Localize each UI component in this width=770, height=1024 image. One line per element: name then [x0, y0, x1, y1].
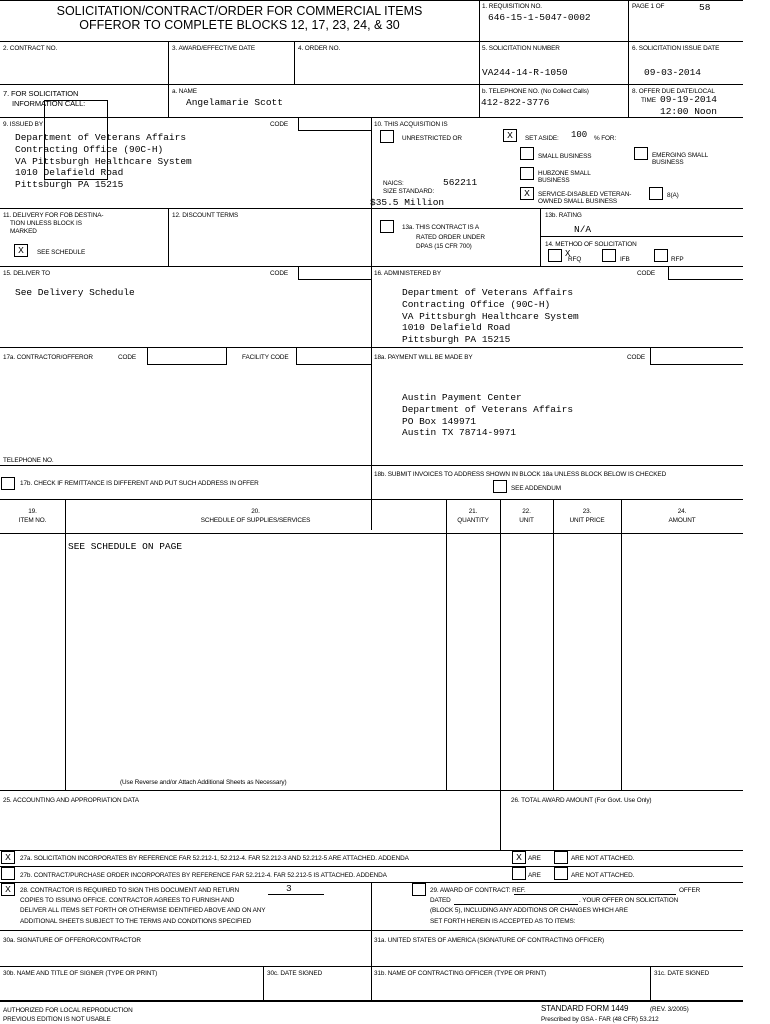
contractor-label: 17a. CONTRACTOR/OFFEROR — [3, 354, 93, 361]
remittance-label: 17b. CHECK IF REMITTANCE IS DIFFERENT AND PUT SUCH ADDRESS IN OFFER — [20, 480, 259, 487]
award-label: OFFER — [679, 887, 701, 894]
payment-line: Austin TX 78714-9971 — [402, 427, 517, 438]
rule — [263, 966, 264, 1000]
rule — [294, 41, 295, 84]
co-name-label: 31b. NAME OF CONTRACTING OFFICER (TYPE OR PRINT) — [374, 970, 547, 977]
award-date-underline — [454, 904, 578, 905]
rule — [0, 1000, 743, 1002]
payment-line: PO Box 149971 — [402, 416, 477, 427]
clause-27a-checkbox[interactable]: X — [1, 851, 15, 864]
col-amount-header: AMOUNT — [668, 517, 696, 524]
rule — [371, 882, 372, 1000]
signer-name-label: 30b. NAME AND TITLE OF SIGNER (TYPE OR PRINT) — [3, 970, 158, 977]
rule — [553, 499, 554, 790]
rule — [371, 117, 372, 530]
contract-no-label: 2. CONTRACT NO. — [3, 45, 58, 52]
are-label: ARE — [528, 872, 541, 879]
requisition-label: 1. REQUISITION NO. — [482, 3, 542, 10]
rule — [168, 208, 169, 266]
administered-by-line: Pittsburgh PA 15215 — [402, 334, 511, 345]
payment-line: Department of Veterans Affairs — [402, 404, 574, 415]
code-box-15[interactable] — [298, 266, 371, 280]
clause-27a-label: 27a. SOLICITATION INCORPORATES BY REFERENCE FAR 52.212-1, 52.212-4. FAR 52.212-3 AND 52.212-5 ARE ATTACHED. ADDENDA — [20, 855, 409, 862]
col-unit-header: UNIT — [519, 517, 534, 524]
administered-by-line: Department of Veterans Affairs — [402, 287, 574, 298]
footer-form-name: STANDARD FORM 1449 — [541, 1004, 629, 1013]
dpas-label: 13a. THIS CONTRACT IS A — [402, 224, 480, 231]
rule — [0, 84, 743, 85]
delivery-fob-label: TION UNLESS BLOCK IS — [10, 220, 82, 227]
deliver-to-value: See Delivery Schedule — [15, 287, 135, 298]
rule — [621, 499, 622, 790]
rule — [540, 236, 743, 237]
form-title-line2: OFFEROR TO COMPLETE BLOCKS 12, 17, 23, 24, & 30 — [79, 18, 400, 32]
administered-by-line: 1010 Delafield Road — [402, 322, 511, 333]
contractor-sign-label: ADDITIONAL SHEETS SUBJECT TO THE TERMS AND CONDITIONS SPECIFIED — [20, 918, 252, 925]
rule — [479, 41, 480, 117]
set-aside-checkbox[interactable]: X — [503, 129, 517, 142]
rfq-mark: X — [565, 249, 571, 259]
contact-name-value[interactable]: Angelamarie Scott — [186, 97, 283, 108]
discount-terms-label: 12. DISCOUNT TERMS — [172, 212, 239, 219]
col-schedule-header: 20. — [251, 508, 260, 515]
code-label-18a: CODE — [627, 354, 646, 361]
code-box-9[interactable] — [298, 117, 371, 131]
administered-by-label: 16. ADMINISTERED BY — [374, 270, 441, 277]
size-standard-label: SIZE STANDARD: — [383, 188, 435, 195]
footer-previous-edition: PREVIOUS EDITION IS NOT USABLE — [3, 1016, 111, 1023]
award-ref-underline — [514, 894, 676, 895]
ifb-checkbox[interactable] — [602, 249, 616, 262]
rfq-label: RFQ — [568, 256, 582, 263]
delivery-fob-label: MARKED — [10, 228, 37, 235]
issued-by-line: Pittsburgh PA 15215 — [15, 179, 124, 190]
col-quantity-header: 21. — [468, 508, 478, 515]
rule — [0, 790, 743, 791]
hubzone-checkbox[interactable] — [520, 167, 534, 180]
schedule-item-text: SEE SCHEDULE ON PAGE — [68, 541, 183, 552]
time-label: TIME — [641, 97, 656, 104]
rule — [0, 533, 743, 534]
rfp-checkbox[interactable] — [654, 249, 668, 262]
rule — [0, 0, 743, 1]
unrestricted-label: UNRESTRICTED OR — [402, 135, 462, 142]
are-not-label: ARE NOT ATTACHED. — [571, 855, 635, 862]
col-amount-header: 24. — [677, 508, 687, 515]
facility-code-label: FACILITY CODE — [242, 354, 289, 361]
payment-line: Austin Payment Center — [402, 392, 522, 403]
col-unit-header: 22. — [522, 508, 531, 515]
see-schedule-label: SEE SCHEDULE — [37, 249, 86, 256]
see-schedule-checkbox[interactable]: X — [14, 244, 28, 257]
code-label-15: CODE — [270, 270, 289, 277]
rule — [168, 41, 169, 117]
sdvosb-label: OWNED SMALL BUSINESS — [538, 198, 618, 205]
percent-for-label: % FOR: — [594, 135, 617, 142]
col-quantity-header: QUANTITY — [457, 517, 489, 524]
rule — [446, 499, 447, 790]
footer-reproduction: AUTHORIZED FOR LOCAL REPRODUCTION — [3, 1007, 133, 1014]
method-label: 14. METHOD OF SOLICITATION — [545, 241, 637, 248]
col-item-no-header: ITEM NO. — [18, 517, 47, 524]
solicitation-number-label: 5. SOLICITATION NUMBER — [482, 45, 560, 52]
rfp-label: RFP — [671, 256, 684, 263]
hubzone-label: BUSINESS — [538, 177, 570, 184]
issued-by-line: Contracting Office (90C-H) — [15, 144, 164, 155]
emerging-label: BUSINESS — [652, 159, 684, 166]
rule — [0, 41, 743, 42]
emerging-label: EMERGING SMALL — [652, 152, 709, 159]
date-signed-31c-label: 31c. DATE SIGNED — [654, 970, 710, 977]
are-not-label: ARE NOT ATTACHED. — [571, 872, 635, 879]
code-label-9: CODE — [270, 121, 289, 128]
sdvosb-checkbox[interactable]: X — [520, 187, 534, 200]
award-label: . YOUR OFFER ON SOLICITATION — [579, 897, 679, 904]
col-schedule-header: SCHEDULE OF SUPPLIES/SERVICES — [200, 517, 311, 524]
rule — [65, 499, 66, 790]
telephone-value[interactable]: 412-822-3776 — [481, 97, 550, 108]
unrestricted-checkbox[interactable] — [380, 130, 394, 143]
eight-a-label: 8(A) — [667, 192, 679, 199]
payment-by-label: 18a. PAYMENT WILL BE MADE BY — [374, 354, 473, 361]
facility-code-box[interactable] — [296, 347, 371, 365]
hubzone-label: HUBZONE SMALL — [538, 170, 591, 177]
for-solicitation-label: 7. FOR SOLICITATION — [3, 89, 79, 98]
issued-by-line: Department of Veterans Affairs — [15, 132, 187, 143]
copies-value[interactable]: 3 — [286, 883, 292, 894]
award-label: (BLOCK 5), INCLUDING ANY ADDITIONS OR CHANGES WHICH ARE — [430, 907, 628, 914]
dpas-label: DPAS (15 CFR 700) — [416, 243, 472, 250]
date-signed-30c-label: 30c. DATE SIGNED — [267, 970, 323, 977]
code-box-16[interactable] — [668, 266, 743, 280]
co-signature-label: 31a. UNITED STATES OF AMERICA (SIGNATURE OF CONTRACTING OFFICER) — [374, 937, 605, 944]
rating-value[interactable]: N/A — [574, 224, 592, 235]
contractor-sign-label: COPIES TO ISSUING OFFICE. CONTRACTOR AGREES TO FURNISH AND — [20, 897, 235, 904]
rule — [650, 966, 651, 1000]
administered-by-line: Contracting Office (90C-H) — [402, 299, 551, 310]
set-aside-percent[interactable]: 100 — [571, 130, 588, 140]
col-item-no-header: 19. — [28, 508, 37, 515]
page-total: 58 — [699, 2, 711, 13]
telephone-no-label: TELEPHONE NO. — [3, 457, 54, 464]
award-label: DATED — [430, 897, 451, 904]
submit-invoices-label: 18b. SUBMIT INVOICES TO ADDRESS SHOWN IN BLOCK 18a UNLESS BLOCK BELOW IS CHECKED — [374, 471, 667, 478]
issued-by-label: 9. ISSUED BY — [3, 121, 43, 128]
contractor-sign-label: DELIVER ALL ITEMS SET FORTH OR OTHERWISE IDENTIFIED ABOVE AND ON ANY — [20, 907, 266, 914]
delivery-fob-label: 11. DELIVERY FOR FOB DESTINA- — [3, 212, 104, 219]
information-call-label: INFORMATION CALL: — [12, 99, 86, 108]
code-box-17a[interactable] — [147, 347, 227, 365]
rfq-checkbox[interactable] — [548, 249, 562, 262]
deliver-to-label: 15. DELIVER TO — [3, 270, 51, 277]
col-unit-price-header: 23. — [582, 508, 592, 515]
solicitation-date-label: 6. SOLICITATION ISSUE DATE — [632, 45, 720, 52]
rule — [479, 0, 480, 41]
solicitation-date-value[interactable]: 09-03-2014 — [644, 67, 702, 78]
ifb-label: IFB — [620, 256, 630, 263]
footer-prescribed: Prescribed by GSA - FAR (48 CFR) 53.212 — [541, 1016, 659, 1023]
reverse-note: (Use Reverse and/or Attach Additional Sheets as Necessary) — [120, 779, 287, 786]
code-label-16: CODE — [637, 270, 656, 277]
award-label: SET FORTH HEREIN IS ACCEPTED AS TO ITEMS: — [430, 918, 576, 925]
acquisition-label: 10. THIS ACQUISITION IS — [374, 121, 448, 128]
issued-by-line: VA Pittsburgh Healthcare System — [15, 156, 192, 167]
sdvosb-label: SERVICE-DISABLED VETERAN- — [538, 191, 632, 198]
award-date-label: 3. AWARD/EFFECTIVE DATE — [172, 45, 256, 52]
solicitation-number-value[interactable]: VA244-14-R-1050 — [482, 67, 568, 78]
accounting-label: 25. ACCOUNTING AND APPROPRIATION DATA — [3, 797, 139, 804]
rating-label: 13b. RATING — [545, 212, 582, 219]
remittance-checkbox[interactable] — [1, 477, 15, 490]
page-label: PAGE 1 OF — [632, 3, 665, 10]
small-business-checkbox[interactable] — [520, 147, 534, 160]
total-award-label: 26. TOTAL AWARD AMOUNT (For Govt. Use Only) — [511, 797, 652, 804]
small-business-label: SMALL BUSINESS — [538, 153, 592, 160]
see-addendum-label: SEE ADDENDUM — [511, 485, 561, 492]
copies-underline — [268, 894, 324, 895]
clause-27b-label: 27b. CONTRACT/PURCHASE ORDER INCORPORATES BY REFERENCE FAR 52.212-4. FAR 52.212-5 IS ATTACHED. ADDENDA — [20, 872, 387, 879]
form-title-line1: SOLICITATION/CONTRACT/ORDER FOR COMMERCIAL ITEMS — [56, 4, 423, 18]
contractor-sign-checkbox[interactable]: X — [1, 883, 15, 896]
addenda-are-not-checkbox[interactable] — [554, 851, 568, 864]
dpas-label: RATED ORDER UNDER — [416, 234, 485, 241]
offer-due-date[interactable]: 09-19-2014 — [660, 94, 718, 105]
rule — [0, 850, 743, 851]
administered-by-line: VA Pittsburgh Healthcare System — [402, 311, 579, 322]
rule — [0, 866, 743, 867]
are-label: ARE — [528, 855, 541, 862]
contractor-sign-label: 28. CONTRACTOR IS REQUIRED TO SIGN THIS DOCUMENT AND RETURN — [20, 887, 239, 894]
rule — [628, 0, 629, 117]
addenda-are-checkbox[interactable]: X — [512, 851, 526, 864]
code-label-17a: CODE — [118, 354, 137, 361]
naics-value[interactable]: 562211 — [443, 177, 478, 188]
eight-a-checkbox[interactable] — [649, 187, 663, 200]
requisition-value[interactable]: 646-15-1-5047-0002 — [488, 12, 591, 23]
footer-revision: (REV. 3/2005) — [650, 1006, 689, 1013]
dpas-checkbox[interactable] — [380, 220, 394, 233]
order-no-label: 4. ORDER NO. — [298, 45, 341, 52]
telephone-label: b. TELEPHONE NO. (No Collect Calls) — [482, 88, 589, 95]
code-box-18a[interactable] — [650, 347, 743, 365]
size-standard-value[interactable]: $35.5 Million — [370, 197, 445, 208]
offer-due-time[interactable]: 12:00 Noon — [660, 106, 718, 117]
offer-due-label: 8. OFFER DUE DATE/LOCAL — [632, 88, 715, 95]
naics-label: NAICS: — [383, 180, 404, 187]
award-checkbox[interactable] — [412, 883, 426, 896]
col-unit-price-header: UNIT PRICE — [569, 517, 605, 524]
set-aside-label: SET ASIDE: — [525, 135, 559, 142]
27b-are-checkbox[interactable] — [512, 867, 526, 880]
rule — [500, 499, 501, 850]
see-addendum-checkbox[interactable] — [493, 480, 507, 493]
rule — [540, 208, 541, 266]
offeror-signature-label: 30a. SIGNATURE OF OFFEROR/CONTRACTOR — [3, 937, 141, 944]
emerging-small-business-checkbox[interactable] — [634, 147, 648, 160]
27b-are-not-checkbox[interactable] — [554, 867, 568, 880]
name-label: a. NAME — [172, 88, 197, 95]
clause-27b-checkbox[interactable] — [1, 867, 15, 880]
award-label: 29. AWARD OF CONTRACT: REF. — [430, 887, 526, 894]
issued-by-line: 1010 Delafield Road — [15, 167, 124, 178]
